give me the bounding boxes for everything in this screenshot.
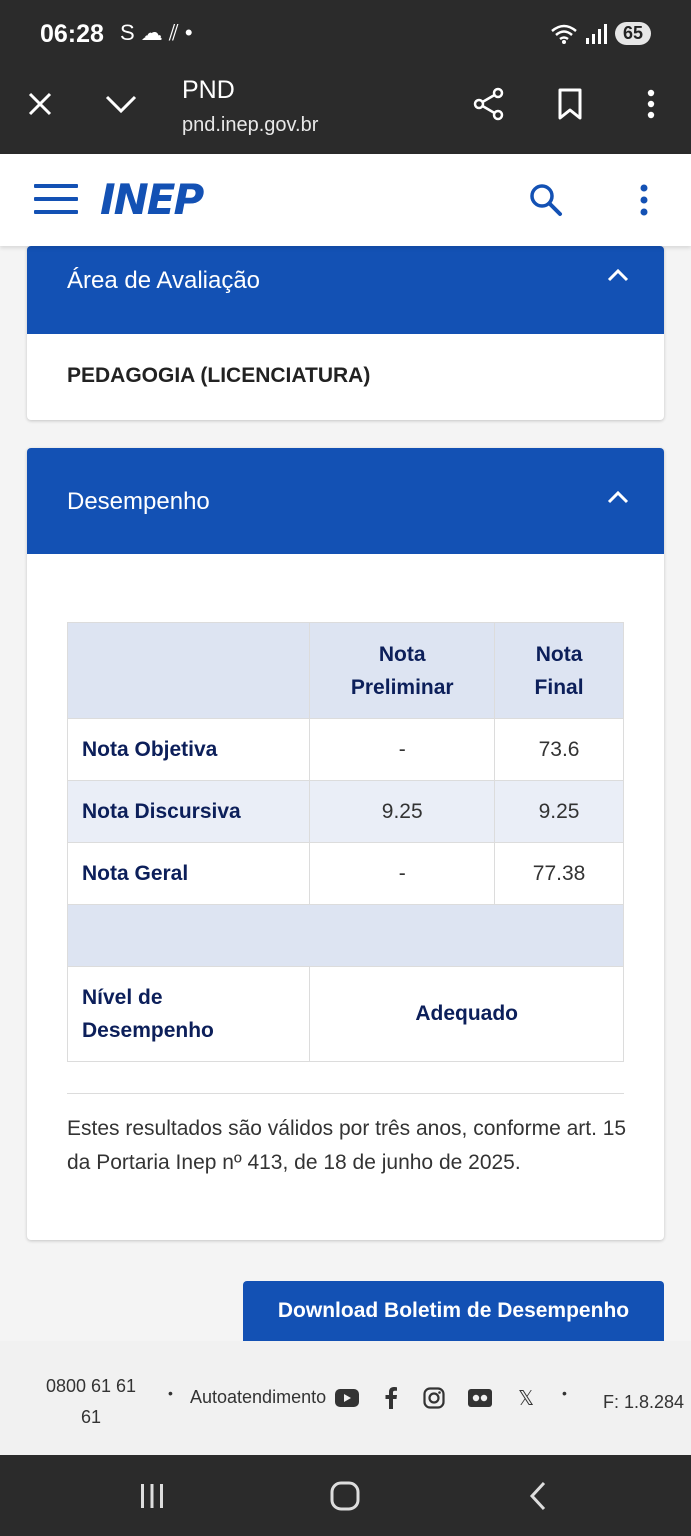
performance-card bbox=[27, 448, 664, 1240]
wifi-icon bbox=[551, 24, 577, 44]
page-title: PND bbox=[182, 76, 235, 104]
status-notification-icons: S ☁ ⫽ • bbox=[120, 20, 193, 45]
table-spacer-row bbox=[68, 905, 624, 967]
level-value: Adequado bbox=[310, 967, 624, 1062]
instagram-icon[interactable] bbox=[421, 1385, 447, 1411]
spacer-cell bbox=[68, 905, 624, 967]
self-service-link[interactable]: Autoatendimento bbox=[190, 1387, 327, 1407]
status-bar bbox=[0, 0, 691, 70]
row-preliminar: 9.25 bbox=[310, 781, 495, 843]
table-row bbox=[68, 719, 624, 781]
menu-icon[interactable] bbox=[34, 184, 78, 216]
separator-dot: • bbox=[168, 1385, 173, 1401]
row-preliminar: - bbox=[310, 843, 495, 905]
course-name: PEDAGOGIA (LICENCIATURA) bbox=[67, 364, 371, 387]
area-card bbox=[27, 246, 664, 420]
page-url[interactable]: pnd.inep.gov.br bbox=[182, 114, 319, 136]
facebook-icon[interactable] bbox=[378, 1385, 404, 1411]
divider bbox=[67, 1093, 624, 1094]
bookmark-icon[interactable] bbox=[550, 84, 590, 124]
browser-toolbar bbox=[0, 70, 691, 154]
table-row bbox=[68, 843, 624, 905]
level-row bbox=[68, 967, 624, 1062]
level-label: Nível de Desempenho bbox=[68, 967, 310, 1062]
home-icon[interactable] bbox=[325, 1479, 365, 1513]
separator-dot: • bbox=[562, 1385, 567, 1401]
close-icon[interactable] bbox=[20, 84, 60, 124]
header-nota-preliminar: Nota Preliminar bbox=[310, 623, 495, 719]
download-report-button[interactable]: Download Boletim de Desempenho bbox=[243, 1281, 664, 1341]
youtube-icon[interactable] bbox=[334, 1385, 360, 1411]
chevron-down-icon[interactable] bbox=[101, 84, 141, 124]
status-system-icons bbox=[551, 22, 651, 45]
battery-indicator: 65 bbox=[615, 22, 651, 45]
performance-card-header[interactable] bbox=[27, 448, 664, 554]
row-preliminar: - bbox=[310, 719, 495, 781]
back-icon[interactable] bbox=[518, 1479, 558, 1513]
row-label: Nota Discursiva bbox=[68, 781, 310, 843]
site-footer bbox=[0, 1341, 691, 1455]
more-options-icon[interactable] bbox=[631, 84, 671, 124]
area-card-title: Área de Avaliação bbox=[67, 267, 261, 294]
table-row bbox=[68, 781, 624, 843]
table-header-row bbox=[68, 623, 624, 719]
android-nav-bar bbox=[0, 1455, 691, 1536]
row-label: Nota Geral bbox=[68, 843, 310, 905]
row-final: 9.25 bbox=[495, 781, 624, 843]
phone-number[interactable]: 0800 61 61 61 bbox=[45, 1376, 137, 1427]
results-table bbox=[67, 622, 624, 1062]
area-card-header[interactable] bbox=[27, 246, 664, 334]
signal-icon bbox=[585, 24, 607, 44]
row-final: 73.6 bbox=[495, 719, 624, 781]
share-icon[interactable] bbox=[469, 84, 509, 124]
header-nota-final: Nota Final bbox=[495, 623, 624, 719]
x-twitter-icon[interactable]: 𝕏 bbox=[517, 1387, 535, 1410]
flickr-icon[interactable] bbox=[467, 1385, 493, 1411]
site-header bbox=[0, 154, 691, 246]
site-more-icon[interactable] bbox=[632, 180, 656, 220]
chevron-up-icon[interactable] bbox=[606, 268, 630, 282]
row-final: 77.38 bbox=[495, 843, 624, 905]
recent-apps-icon[interactable] bbox=[132, 1479, 172, 1513]
search-icon[interactable] bbox=[528, 182, 564, 218]
header-empty-cell bbox=[68, 623, 310, 719]
status-time: 06:28 bbox=[40, 20, 104, 48]
version-label: F: 1.8.284 bbox=[603, 1392, 685, 1412]
row-label: Nota Objetiva bbox=[68, 719, 310, 781]
performance-card-title: Desempenho bbox=[67, 488, 210, 515]
inep-logo[interactable]: INEP bbox=[100, 175, 203, 224]
chevron-up-icon[interactable] bbox=[606, 490, 630, 504]
validity-note: Estes resultados são válidos por três anos, conforme art. 15 da Portaria Inep nº 413, de 18 de junho de 2025. bbox=[67, 1117, 627, 1174]
